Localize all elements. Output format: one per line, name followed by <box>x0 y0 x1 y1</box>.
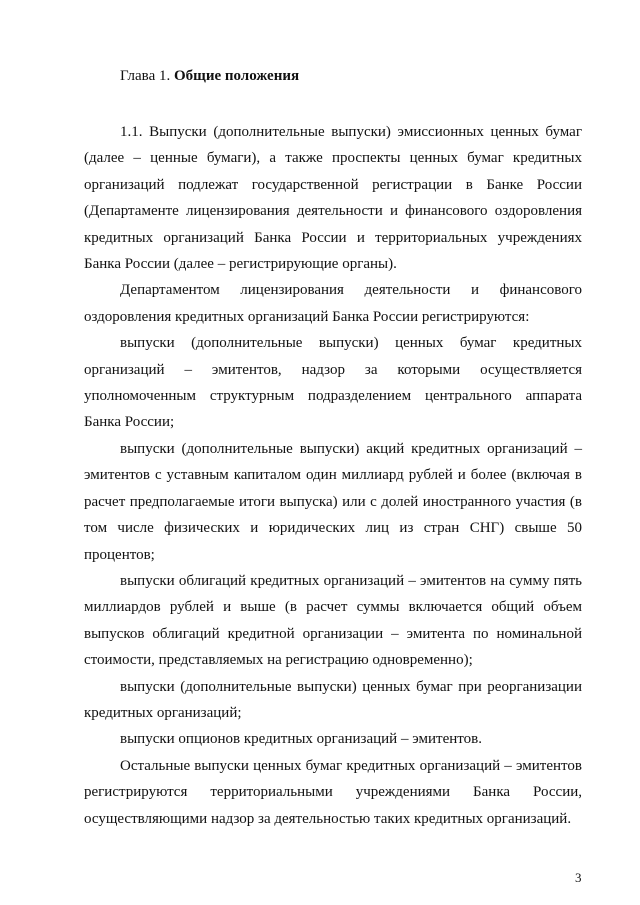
page-number: 3 <box>575 870 582 885</box>
chapter-number: Глава 1. <box>120 68 174 84</box>
paragraph-other-issues: Остальные выпуски ценных бумаг кредитных организаций – эмитентов регистрируются территориальными учреждениями Банка России, осуществляющими надзор за деятельностью таких кредитных организаций. <box>84 757 582 827</box>
list-item-bond-issues: выпуски облигаций кредитных организаций – эмитентов на сумму пять миллиардов рублей и выше (в расчет суммы включается общий объем выпусков облигаций кредитной организации – эмитента по номинальной стоимости, представляемых на регистрацию одновременно); <box>84 572 582 669</box>
list-item-options: выпуски опционов кредитных организаций – эмитентов. <box>120 731 482 748</box>
chapter-title: Общие положения <box>173 68 300 84</box>
list-item-reorganization: выпуски (дополнительные выпуски) ценных бумаг при реорганизации кредитных организаций; <box>84 678 582 721</box>
chapter-heading <box>120 66 299 86</box>
document-body <box>84 119 582 832</box>
list-item-supervised-issuers: выпуски (дополнительные выпуски) ценных бумаг кредитных организаций – эмитентов, надзор за которыми осуществляется уполномоченным структурным подразделением центрального аппарата Банка России; <box>84 335 582 431</box>
paragraph-department: Департаментом лицензирования деятельности и финансового оздоровления кредитных организаций Банка России регистрируются: <box>84 282 582 325</box>
list-item-share-issues: выпуски (дополнительные выпуски) акций кредитных организаций – эмитентов с уставным капиталом один миллиард рублей и более (включая в расчет предполагаемые итоги выпуска) или с долей иностранного участия (в том числе физических и юридических лиц из стран СНГ) свыше 50 процентов; <box>84 440 582 563</box>
paragraph-1-1: 1.1. Выпуски (дополнительные выпуски) эмиссионных ценных бумаг (далее – ценные бумаги), а также проспекты ценных бумаг кредитных организаций подлежат государственной регистрации в Банке России (Департаменте лицензирования деятельности и финансового оздоровления кредитных организаций Банка России и территориальных учреждениях Банка России (далее – регистрирующие органы). <box>84 124 582 273</box>
